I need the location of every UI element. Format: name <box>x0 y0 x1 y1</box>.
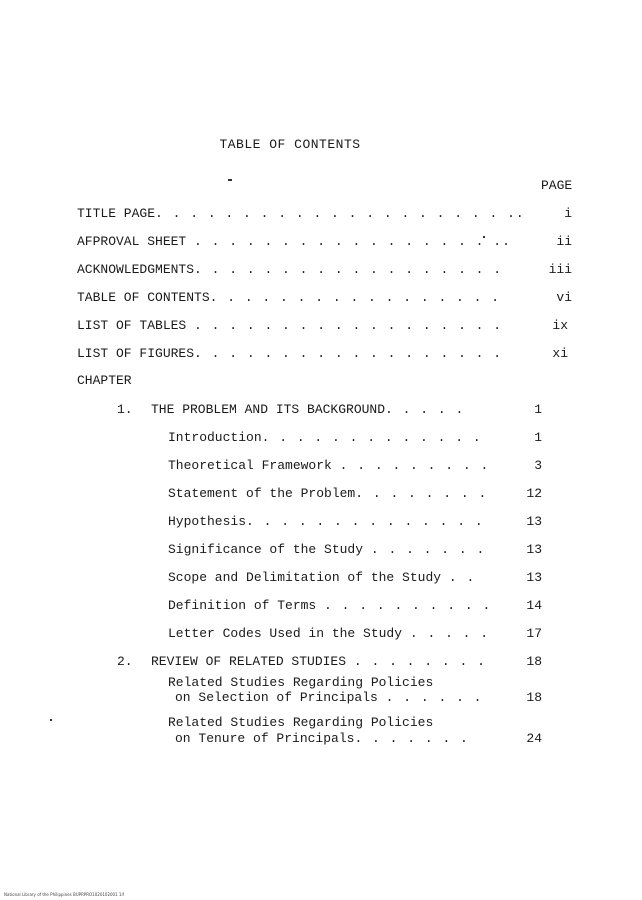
toc-entry-page: ix <box>552 318 568 333</box>
toc-entry-label: Statement of the Problem <box>168 486 356 501</box>
toc-entry-page: 17 <box>526 626 542 641</box>
toc-entry-label: Introduction <box>168 430 262 445</box>
toc-entry-label: Related Studies Regarding Policies <box>168 715 434 730</box>
toc-entry-page: vi <box>556 290 572 305</box>
toc-entry-page: xi <box>552 346 568 361</box>
toc-leader-dots: . . . . . . . . . <box>339 458 490 473</box>
toc-entry-label: Letter Codes Used in the Study <box>168 626 403 641</box>
toc-leader-dots: . . . . . . . <box>370 542 486 557</box>
toc-leader-dots: . . . . . . . . . . <box>324 598 492 613</box>
chapter-number: 1. <box>117 402 133 417</box>
toc-leader-dots: . . . . . . . . . . . . . . . . . . <box>194 346 503 361</box>
toc-leader-dots: . . . . . . . . <box>355 486 488 501</box>
toc-leader-dots: . . . . . <box>409 626 490 641</box>
smudge-mark <box>228 179 232 181</box>
toc-entry-label: THE PROBLEM AND ITS BACKGROUND <box>151 402 386 417</box>
toc-leader-dots: . . . . . . . . <box>353 654 486 669</box>
toc-chapter-1 <box>151 402 464 418</box>
toc-entry-acknowledgments <box>77 262 502 278</box>
toc-leader-dots: . . . . . . . . . . . . . . . . . . . . .. <box>155 206 525 221</box>
toc-entry-page: 14 <box>526 598 542 613</box>
toc-leader-dots: . . . . . . . . . . . . . <box>261 430 482 445</box>
toc-entry-page: 18 <box>526 654 542 669</box>
toc-section <box>168 458 489 474</box>
toc-leader-dots: . . . . . . . . . . . . . . . . . . <box>194 318 503 333</box>
toc-entry-label: Scope and Delimitation of the Study <box>168 570 442 585</box>
toc-section <box>168 626 489 642</box>
toc-entry-label: Hypothesis <box>168 514 247 529</box>
toc-section-continuation <box>175 731 469 747</box>
toc-section <box>168 675 433 691</box>
toc-entry-label: TITLE PAGE <box>77 206 156 221</box>
toc-entry-label: Definition of Terms <box>168 598 317 613</box>
toc-entry-label: Theoretical Framework <box>168 458 332 473</box>
toc-entry-page: 13 <box>526 542 542 557</box>
toc-section <box>168 514 484 530</box>
toc-entry-label: on Selection of Principals <box>175 690 378 705</box>
toc-leader-dots: . . . . . . . . . . . . . . . . . <box>209 290 501 305</box>
toc-section <box>168 486 487 502</box>
toc-entry-page: 1 <box>534 430 542 445</box>
toc-section <box>168 598 491 614</box>
toc-leader-dots: . . . . . . . . . . . . . . <box>246 514 484 529</box>
page-title: TABLE OF CONTENTS <box>219 137 361 152</box>
toc-chapter-2 <box>151 654 486 670</box>
page-column-header: PAGE <box>541 178 573 193</box>
toc-entry-label: on Tenure of Principals <box>175 731 355 746</box>
toc-entry-page: 24 <box>526 731 542 746</box>
toc-entry-approval-sheet <box>77 234 511 250</box>
toc-entry-label: LIST OF TABLES <box>77 318 187 333</box>
smudge-mark <box>50 719 52 721</box>
toc-entry-list-of-figures <box>77 346 502 362</box>
chapter-number: 2. <box>117 654 133 669</box>
toc-leader-dots: . . <box>448 570 476 585</box>
toc-entry-page: 13 <box>526 514 542 529</box>
toc-entry-list-of-tables <box>77 318 502 334</box>
toc-leader-dots: . . . . . . . . . . . . . . . . . .. <box>194 234 511 249</box>
toc-entry-label: ACKNOWLEDGMENTS <box>77 262 195 277</box>
toc-entry-label: Significance of the Study <box>168 542 364 557</box>
toc-leader-dots: . . . . . . . <box>354 731 469 746</box>
toc-section <box>168 715 433 731</box>
toc-entry-label: LIST OF FIGURES <box>77 346 195 361</box>
toc-entry-page: i <box>564 206 572 221</box>
library-footer-stamp: National Library of the Philippines BUPRPRO1020102001 1if <box>4 892 124 897</box>
toc-section <box>168 570 475 586</box>
toc-leader-dots: . . . . . . <box>385 690 483 705</box>
toc-entry-page: 13 <box>526 570 542 585</box>
toc-entry-page: ii <box>556 234 572 249</box>
toc-leader-dots: . . . . . . . . . . . . . . . . . . <box>194 262 503 277</box>
toc-entry-page: 3 <box>534 458 542 473</box>
toc-entry-label: REVIEW OF RELATED STUDIES <box>151 654 347 669</box>
toc-entry-page: 1 <box>534 402 542 417</box>
toc-entry-page: 12 <box>526 486 542 501</box>
toc-section-continuation <box>175 690 482 706</box>
toc-section <box>168 542 485 558</box>
toc-section <box>168 430 482 446</box>
toc-entry-label: Related Studies Regarding Policies <box>168 675 434 690</box>
chapter-heading: CHAPTER <box>77 373 132 388</box>
toc-leader-dots: . . . . . <box>385 402 465 417</box>
toc-entry-table-of-contents <box>77 290 500 306</box>
toc-entry-title-page <box>77 206 525 222</box>
toc-entry-page: iii <box>548 262 572 277</box>
toc-entry-page: 18 <box>526 690 542 705</box>
toc-entry-label: AFPROVAL SHEET <box>77 234 187 249</box>
toc-entry-label: TABLE OF CONTENTS <box>77 290 210 305</box>
